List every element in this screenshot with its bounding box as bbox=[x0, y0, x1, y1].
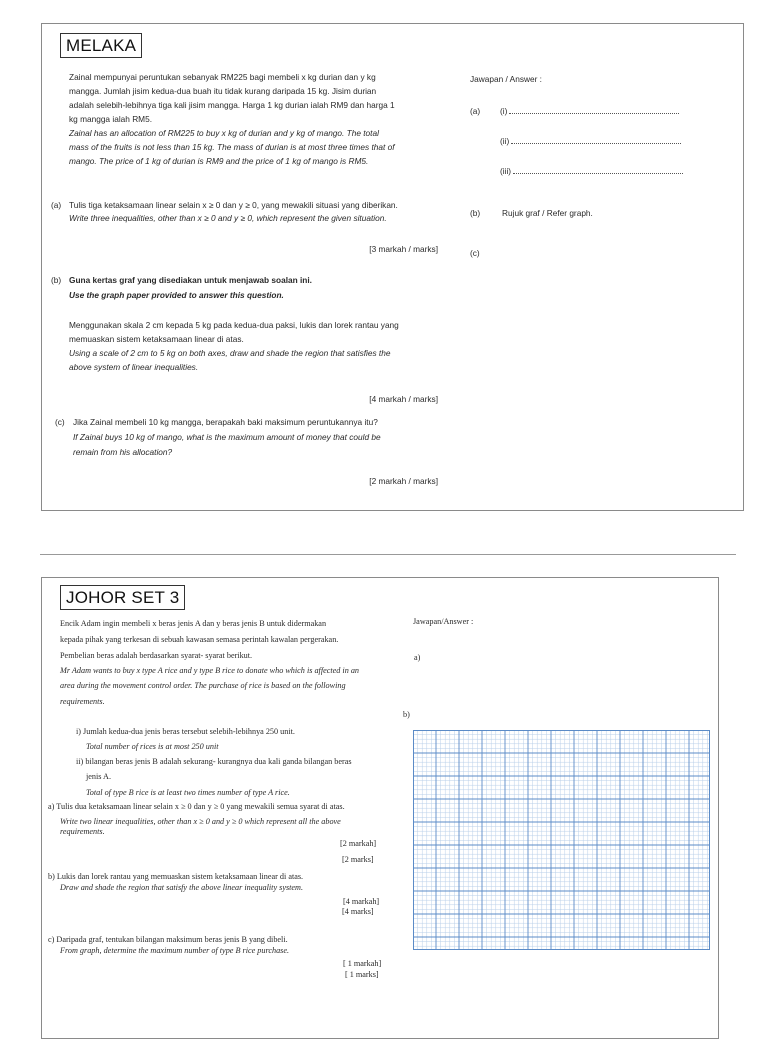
johor-a-marks-en: [2 marks] bbox=[342, 855, 374, 864]
melaka-c-en-2: remain from his allocation? bbox=[73, 447, 173, 457]
melaka-b-label: (b) bbox=[51, 275, 62, 285]
melaka-ans-iii-line[interactable] bbox=[513, 166, 683, 174]
melaka-intro-en-1: Zainal has an allocation of RM225 to buy x kg of durian and y kg of mango. The total bbox=[69, 128, 379, 138]
melaka-ans-b: (b) bbox=[470, 208, 481, 218]
melaka-ans-i-line[interactable] bbox=[509, 106, 679, 114]
melaka-c-label: (c) bbox=[55, 417, 65, 427]
melaka-ans-ii bbox=[500, 136, 681, 147]
melaka-ans-c: (c) bbox=[470, 248, 480, 258]
melaka-intro-ms-2: mangga. Jumlah jisim kedua-dua buah itu tidak kurang daripada 15 kg. Jisim durian bbox=[69, 86, 377, 96]
johor-ans-b: b) bbox=[403, 710, 410, 719]
graph-border bbox=[414, 731, 710, 950]
melaka-b-en: Use the graph paper provided to answer this question. bbox=[69, 290, 284, 300]
melaka-b2-ms-2: memuaskan sistem ketaksamaan linear di atas. bbox=[69, 334, 244, 344]
melaka-intro-en-2: mass of the fruits is not less than 15 kg. The mass of durian is at most three times that of bbox=[69, 142, 395, 152]
melaka-ans-ii-line[interactable] bbox=[511, 136, 681, 144]
johor-title: JOHOR SET 3 bbox=[60, 585, 185, 610]
johor-req-ii-en: Total of type B rice is at least two times number of type A rice. bbox=[86, 788, 290, 797]
melaka-b-ms: Guna kertas graf yang disediakan untuk menjawab soalan ini. bbox=[69, 275, 312, 285]
melaka-intro-en-3: mango. The price of 1 kg of durian is RM9 and the price of 1 kg of mango is RM5. bbox=[69, 156, 369, 166]
johor-c-marks-en: [ 1 marks] bbox=[345, 970, 379, 979]
johor-b-ms: b) Lukis dan lorek rantau yang memuaskan sistem ketaksamaan linear di atas. bbox=[48, 872, 304, 881]
melaka-ans-a: (a) bbox=[470, 106, 481, 116]
graph-minor-grid bbox=[413, 730, 710, 950]
melaka-intro-ms-1: Zainal mempunyai peruntukan sebanyak RM225 bagi membeli x kg durian dan y kg bbox=[69, 72, 376, 82]
melaka-b2-en-1: Using a scale of 2 cm to 5 kg on both axes, draw and shade the region that satisfies the bbox=[69, 348, 391, 358]
johor-req-i-ms: i) Jumlah kedua-dua jenis beras tersebut selebih-lebihnya 250 unit. bbox=[76, 727, 295, 736]
johor-b-marks-en: [4 marks] bbox=[342, 907, 374, 916]
melaka-a-ms: Tulis tiga ketaksamaan linear selain x ≥ 0 dan y ≥ 0, yang mewakili situasi yang diberikan. bbox=[69, 200, 398, 210]
melaka-ans-iii-label: (iii) bbox=[500, 166, 512, 176]
johor-a-marks-ms: [2 markah] bbox=[340, 839, 377, 848]
johor-intro-en-1: Mr Adam wants to buy x type A rice and y type B rice to donate who which is affected in an bbox=[60, 666, 360, 675]
section-divider bbox=[40, 554, 736, 555]
melaka-a-label: (a) bbox=[51, 200, 62, 210]
melaka-intro-ms-4: kg mangga ialah RM5. bbox=[69, 114, 153, 124]
johor-b-en: Draw and shade the region that satisfy the above linear inequality system. bbox=[60, 883, 304, 892]
johor-req-i-en: Total number of rices is at most 250 unit bbox=[86, 742, 219, 751]
melaka-a-en: Write three inequalities, other than x ≥ 0 and y ≥ 0, which represent the given situation. bbox=[69, 213, 387, 223]
johor-answer-heading bbox=[413, 616, 473, 627]
johor-b-marks-ms: [4 markah] bbox=[343, 897, 380, 906]
melaka-ans-ii-label: (ii) bbox=[500, 136, 510, 146]
johor-req-ii-ms-1: ii) bilangan beras jenis B adalah sekurang- kurangnya dua kali ganda bilangan beras bbox=[76, 757, 352, 766]
melaka-b2-ms-1: Menggunakan skala 2 cm kepada 5 kg pada kedua-dua paksi, lukis dan lorek rantau yang bbox=[69, 320, 399, 330]
melaka-ans-i bbox=[500, 106, 679, 117]
johor-intro-en-3: requirements. bbox=[60, 697, 105, 706]
melaka-c-en-1: If Zainal buys 10 kg of mango, what is the maximum amount of money that could be bbox=[73, 432, 381, 442]
johor-ans-a: a) bbox=[414, 653, 421, 662]
johor-req-ii-ms-2: jenis A. bbox=[86, 772, 112, 781]
melaka-title: MELAKA bbox=[60, 33, 142, 58]
johor-c-ms: c) Daripada graf, tentukan bilangan maksimum beras jenis B yang dibeli. bbox=[48, 935, 288, 944]
johor-intro-ms-1: Encik Adam ingin membeli x beras jenis A dan y beras jenis B untuk didermakan bbox=[60, 619, 327, 628]
johor-answer-heading-text: Jawapan/Answer : bbox=[413, 617, 474, 626]
johor-intro-en-2: area during the movement control order. The purchase of rice is based on the following bbox=[60, 681, 346, 690]
melaka-b2-en-2: above system of linear inequalities. bbox=[69, 362, 199, 372]
johor-intro-ms-3: Pembelian beras adalah berdasarkan syarat- syarat berikut. bbox=[60, 651, 253, 660]
graph-major-grid bbox=[413, 730, 710, 950]
melaka-c-ms: Jika Zainal membeli 10 kg mangga, berapakah baki maksimum peruntukannya itu? bbox=[73, 417, 378, 427]
melaka-ans-b-text: Rujuk graf / Refer graph. bbox=[502, 208, 593, 218]
johor-intro-ms-2: kepada pihak yang terkesan di sebuah kawasan semasa perintah kawalan pergerakan. bbox=[60, 635, 339, 644]
melaka-ans-i-label: (i) bbox=[500, 106, 508, 116]
johor-a-en-2: requirements. bbox=[60, 827, 105, 836]
johor-a-en-1: Write two linear inequalities, other than x ≥ 0 and y ≥ 0 which represent all the above bbox=[60, 817, 341, 826]
graph-paper[interactable] bbox=[413, 730, 710, 950]
johor-a-ms: a) Tulis dua ketaksamaan linear selain x ≥ 0 dan y ≥ 0 yang mewakili semua syarat di atas. bbox=[48, 802, 345, 811]
melaka-intro-ms-3: adalah selebih-lebihnya tiga kali jisim mangga. Harga 1 kg durian ialah RM9 dan harga 1 bbox=[69, 100, 395, 110]
melaka-ans-iii bbox=[500, 166, 683, 177]
melaka-a-marks: [3 markah / marks] bbox=[369, 244, 438, 254]
johor-c-marks-ms: [ 1 markah] bbox=[343, 959, 382, 968]
melaka-c-marks: [2 markah / marks] bbox=[369, 476, 438, 486]
melaka-answer-heading: Jawapan / Answer : bbox=[470, 74, 542, 84]
johor-c-en: From graph, determine the maximum number of type B rice purchase. bbox=[60, 946, 290, 955]
melaka-b-marks: [4 markah / marks] bbox=[369, 394, 438, 404]
